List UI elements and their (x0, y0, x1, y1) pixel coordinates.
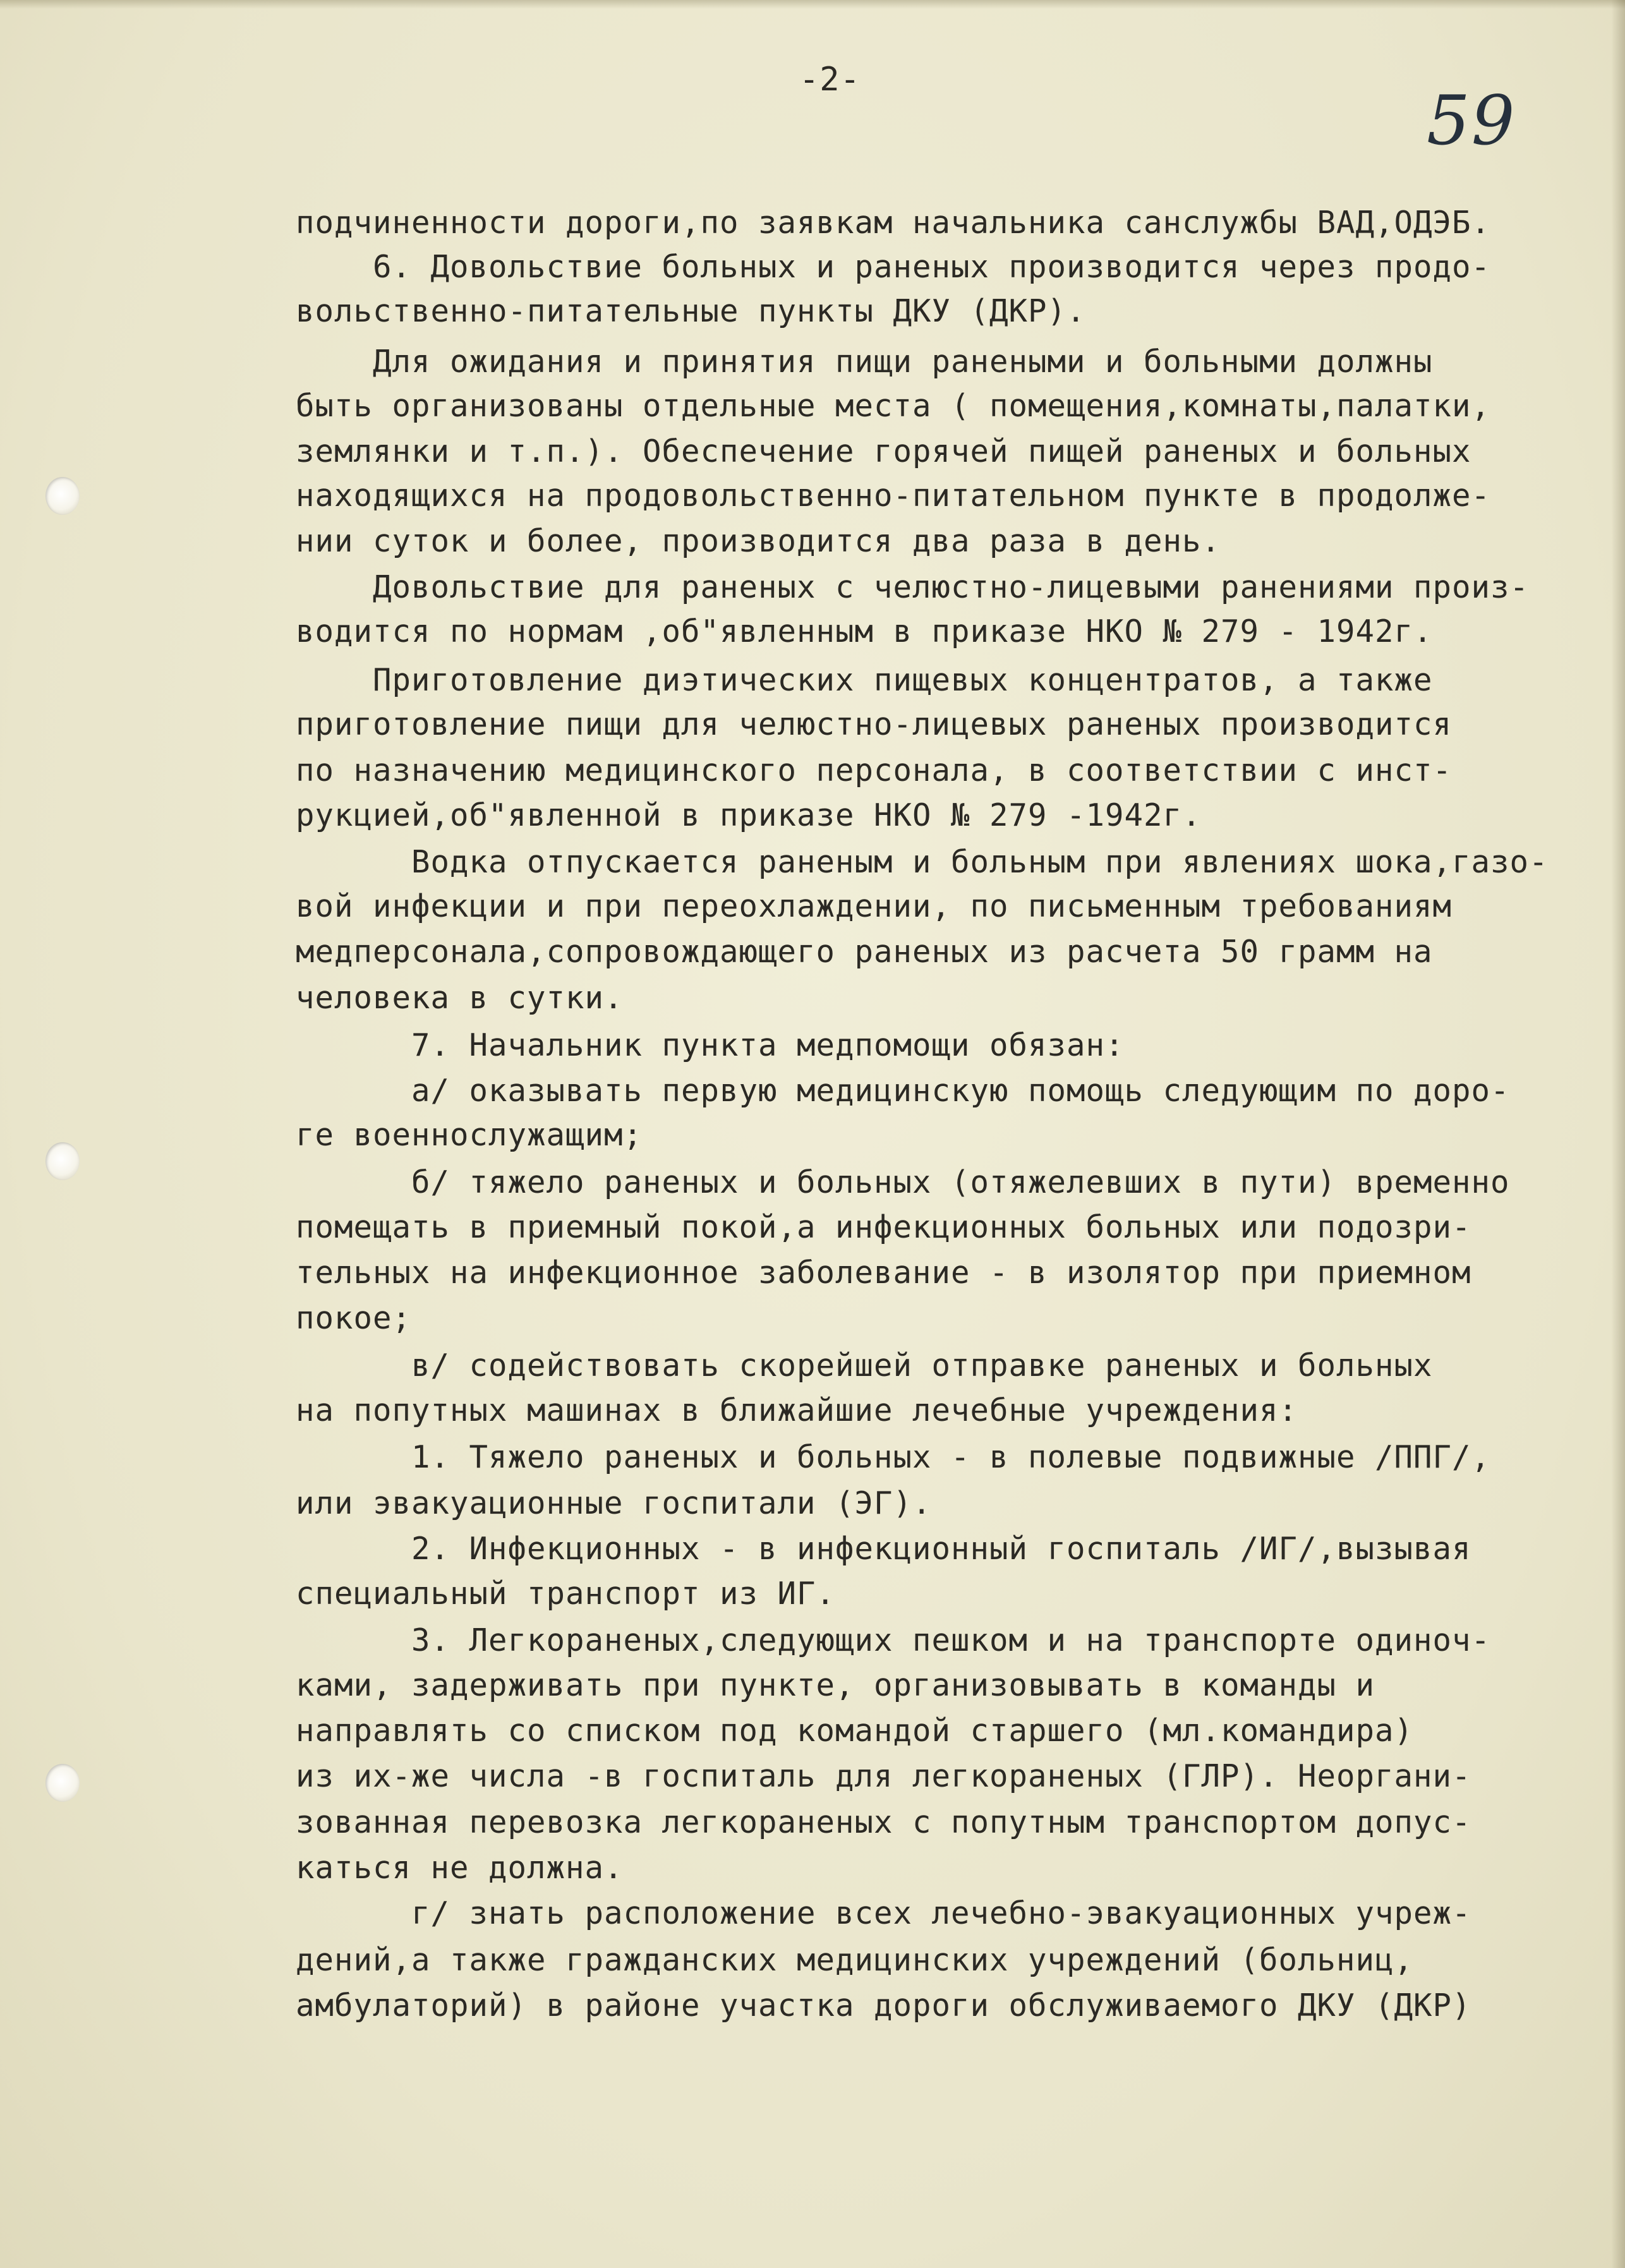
text-line: находящихся на продовольственно-питательном пункте в продолже- (296, 478, 1491, 514)
text-line: направлять со списком под командой старшего (мл.командира) (296, 1713, 1414, 1749)
text-line: 2. Инфекционных - в инфекционный госпиталь /ИГ/,вызывая (296, 1531, 1471, 1567)
text-line: в/ содействовать скорейшей отправке раненых и больных (296, 1348, 1433, 1384)
text-line: подчиненности дороги,по заявкам начальника санслужбы ВАД,ОДЭБ. (296, 205, 1491, 241)
text-line: землянки и т.п.). Обеспечение горячей пищей раненых и больных (296, 433, 1471, 469)
text-line: человека в сутки. (296, 980, 624, 1016)
archive-sheet-number: 59 (1427, 81, 1516, 160)
text-line: каться не должна. (296, 1850, 624, 1886)
text-line: на попутных машинах в ближайшие лечебные учреждения: (296, 1392, 1298, 1428)
text-line: помещать в приемный покой,а инфекционных больных или подозри- (296, 1209, 1471, 1245)
text-line: вольственно-питательные пункты ДКУ (ДКР). (296, 293, 1086, 329)
text-line: вой инфекции и при переохлаждении, по письменным требованиям (296, 888, 1453, 924)
text-line: рукцией,об"явленной в приказе НКО № 279 -1942г. (296, 797, 1202, 833)
text-line: Для ожидания и принятия пищи ранеными и больными должны (296, 344, 1433, 380)
text-line: покое; (296, 1300, 412, 1336)
punch-hole (45, 477, 80, 515)
text-line: Довольствие для раненых с челюстно-лицевыми ранениями произ- (296, 569, 1530, 605)
text-line: 7. Начальник пункта медпомощи обязан: (296, 1027, 1125, 1063)
text-line: 6. Довольствие больных и раненых производится через продо- (296, 249, 1491, 285)
text-line: Водка отпускается раненым и больным при явлениях шока,газо- (296, 844, 1549, 880)
text-line: специальный транспорт из ИГ. (296, 1576, 836, 1612)
text-line: быть организованы отдельные места ( помещения,комнаты,палатки, (296, 388, 1491, 424)
text-line: зованная перевозка легкораненых с попутным транспортом допус- (296, 1804, 1471, 1840)
text-line: Приготовление диэтических пищевых концентратов, а также (296, 662, 1433, 698)
page-top-shadow (0, 0, 1625, 9)
punch-hole (45, 1142, 80, 1180)
text-line: 1. Тяжело раненых и больных - в полевые подвижные /ППГ/, (296, 1439, 1491, 1475)
page-right-shadow (1611, 0, 1625, 2268)
text-line: по назначению медицинского персонала, в соответствии с инст- (296, 752, 1453, 788)
text-line: амбулаторий) в районе участка дороги обслуживаемого ДКУ (ДКР) (296, 1988, 1471, 2024)
text-line: 3. Легкораненых,следующих пешком и на транспорте одиноч- (296, 1622, 1491, 1658)
text-line: ге военнослужащим; (296, 1117, 643, 1153)
text-line: ками, задерживать при пункте, организовывать в команды и (296, 1667, 1375, 1703)
text-line: медперсонала,сопровождающего раненых из расчета 50 грамм на (296, 934, 1433, 970)
text-line: нии суток и более, производится два раза в день. (296, 523, 1221, 559)
page-number: -2- (799, 61, 861, 99)
text-line: дений,а также гражданских медицинских учреждений (больниц, (296, 1942, 1414, 1978)
text-line: водится по нормам ,об"явленным в приказе НКО № 279 - 1942г. (296, 613, 1433, 649)
text-line: или эвакуационные госпитали (ЭГ). (296, 1485, 932, 1521)
text-line: а/ оказывать первую медицинскую помощь следующим по доро- (296, 1073, 1510, 1109)
text-line: тельных на инфекционное заболевание - в изолятор при приемном (296, 1255, 1471, 1291)
punch-hole (45, 1764, 80, 1802)
text-line: приготовление пищи для челюстно-лицевых раненых производится (296, 706, 1453, 742)
text-line: г/ знать расположение всех лечебно-эвакуационных учреж- (296, 1895, 1471, 1931)
text-line: из их-же числа -в госпиталь для легкораненых (ГЛР). Неоргани- (296, 1758, 1471, 1794)
text-line: б/ тяжело раненых и больных (отяжелевших в пути) временно (296, 1164, 1510, 1200)
